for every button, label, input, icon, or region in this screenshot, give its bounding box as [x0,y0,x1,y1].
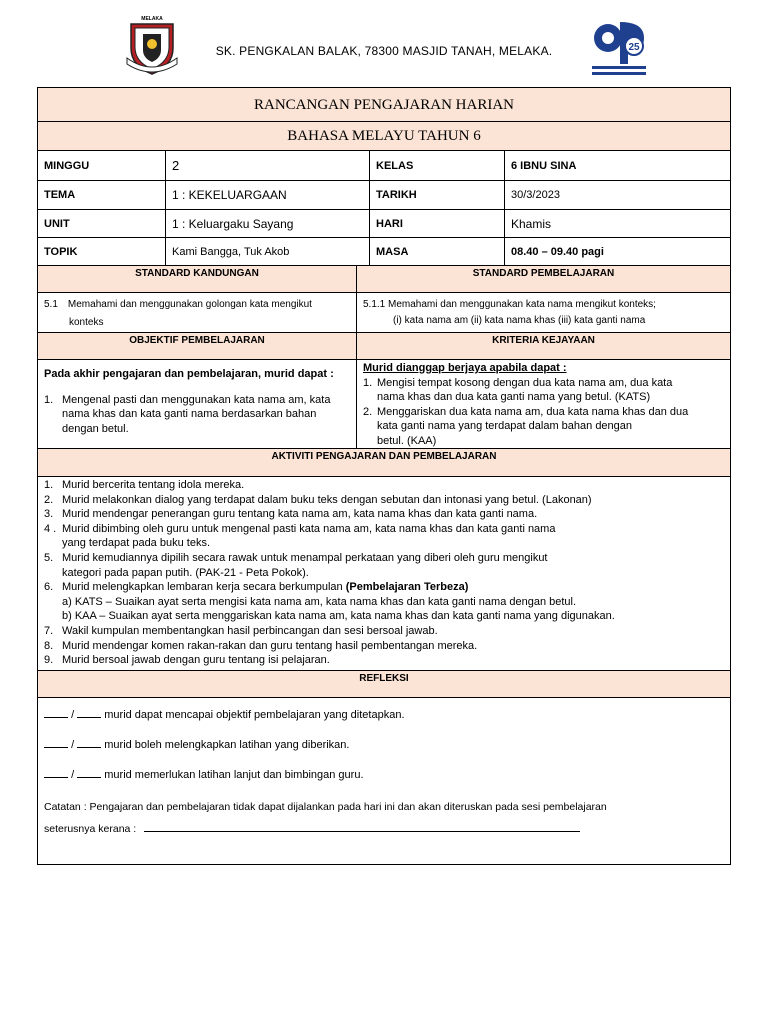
tarikh-label: TARIKH [370,181,505,209]
aktiviti-line-num: 4 . [44,522,57,535]
doc-title: RANCANGAN PENGAJARAN HARIAN [253,97,514,113]
refleksi-line-1-text: murid dapat mencapai objektif pembelajaran yang ditetapkan. [104,709,405,721]
tema-label: TEMA [38,181,166,209]
aktiviti-line-num: 9. [44,654,54,667]
objektif-item-line2: nama khas dan kata ganti nama berdasarkan bahan [62,408,317,421]
doc-subtitle: BAHASA MELAYU TAHUN 6 [287,128,481,144]
school-name: SK. PENGKALAN BALAK, 78300 MASJID TANAH, MELAKA. [215,44,553,58]
kriteria-item-2 [363,405,730,449]
blank-field[interactable] [77,767,101,778]
aktiviti-line-text: yang terdapat pada buku teks. [62,537,210,550]
kelas-value: 6 IBNU SINA [511,159,577,172]
info-row-tema [38,181,730,210]
kriteria-item-2-line2: kata ganti nama yang terdapat dalam bahan dengan [377,420,633,433]
differentiated-learning-label: (Pembelajaran Terbeza) [345,581,469,594]
aktiviti-line-text: a) KATS – Suaikan ayat serta mengisi kata nama am, kata nama khas dan kata ganti nama dengan betul. [62,595,577,608]
catatan-reason-field[interactable] [144,821,580,832]
kelas-label: KELAS [370,151,505,180]
aktiviti-line-num: 8. [44,639,54,652]
tarikh-value: 30/3/2023 [511,189,560,201]
blank-field[interactable] [44,767,68,778]
aktiviti-line [44,639,730,654]
pembelajaran-line1: 5.1.1 Memahami dan menggunakan kata nama mengikut konteks; [363,299,656,310]
objektif-item [44,393,356,437]
kriteria-item-2-num: 2. [363,405,373,418]
aktiviti-list [44,478,730,668]
aktiviti-line-text: Murid mendengar penerangan guru tentang kata nama am, kata nama khas dan kata ganti nama. [62,508,538,521]
kriteria-item-2-line1: Menggariskan dua kata nama am, dua kata nama khas dan dua [377,405,689,418]
objektif-head-row [38,333,730,360]
anniversary-logo [590,16,648,78]
blank-field[interactable] [77,737,101,748]
unit-value: 1 : Keluargaku Sayang [166,210,370,237]
catatan-line2: seterusnya kerana : [44,823,137,835]
standard-head-row [38,266,730,293]
kriteria-head: KRITERIA KEJAYAAN [492,335,595,346]
aktiviti-content-row [38,477,730,671]
aktiviti-line-num: 6. [44,581,54,594]
kriteria-cell [357,360,730,448]
standard-kandungan-cell [38,293,357,332]
refleksi-line-3 [44,767,730,796]
kriteria-intro: Murid dianggap berjaya apabila dapat : [363,362,567,374]
aktiviti-line-num: 3. [44,508,54,521]
hari-label: HARI [370,210,505,237]
refleksi-line-2-text: murid boleh melengkapkan latihan yang diberikan. [104,739,350,751]
topik-label: TOPIK [38,238,166,265]
aktiviti-line-text: Murid bercerita tentang idola mereka. [62,479,245,491]
lesson-plan-document [37,87,731,865]
kriteria-item-1-line1: Mengisi tempat kosong dengan dua kata nama am, dua kata [377,376,673,389]
catatan-line1: Catatan : Pengajaran dan pembelajaran tidak dapat dijalankan pada hari ini dan akan diteruskan pada sesi pembelajaran [44,801,607,813]
catatan-line2-wrap [44,818,730,840]
objektif-item-line1: Mengenal pasti dan menggunakan kata nama am, kata [62,393,331,406]
aktiviti-line-num: 2. [44,493,54,506]
aktiviti-line [44,551,730,566]
aktiviti-line-text: Murid kemudiannya dipilih secara rawak untuk menampal perkataan yang diberi oleh guru mengikut [62,551,548,564]
aktiviti-line [44,536,730,551]
standard-pembelajaran-cell [357,293,730,332]
aktiviti-line [44,478,730,493]
kriteria-item-1 [363,376,730,405]
aktiviti-line [44,595,730,610]
kriteria-item-2-line3: betul. (KAA) [377,434,437,447]
aktiviti-line-num: 1. [44,479,54,491]
logo-right-text: 25 [628,42,640,53]
aktiviti-line [44,609,730,624]
objektif-intro: Pada akhir pengajaran dan pembelajaran, murid dapat : [44,368,334,380]
refleksi-head: REFLEKSI [359,673,409,684]
kandungan-line2: konteks [69,317,104,328]
doc-title-row [38,88,730,122]
standard-kandungan-head: STANDARD KANDUNGAN [38,266,357,292]
topik-value: Kami Bangga, Tuk Akob [166,238,370,265]
minggu-label: MINGGU [38,151,166,180]
slash: / [71,769,75,781]
blank-field[interactable] [44,707,68,718]
unit-label: UNIT [38,210,166,237]
aktiviti-head: AKTIVITI PENGAJARAN DAN PEMBELAJARAN [271,451,497,462]
aktiviti-line [44,580,730,595]
info-row-topik [38,238,730,266]
aktiviti-head-row [38,449,730,477]
aktiviti-line [44,493,730,508]
standard-content-row [38,293,730,333]
objektif-item-line3: dengan betul. [62,422,129,435]
aktiviti-line-num: 7. [44,624,54,637]
aktiviti-line-num: 5. [44,551,54,564]
aktiviti-line-text: Murid mendengar komen rakan-rakan dan guru tentang hasil pembentangan mereka. [62,639,478,652]
kriteria-item-1-line2: nama khas dan dua kata ganti nama yang betul. (KATS) [377,391,651,404]
refleksi-head-row [38,671,730,698]
page-header [0,0,768,88]
aktiviti-line [44,507,730,522]
aktiviti-line [44,653,730,668]
slash: / [71,709,75,721]
blank-field[interactable] [77,707,101,718]
objektif-item-num: 1. [44,393,54,406]
standard-pembelajaran-head: STANDARD PEMBELAJARAN [472,268,615,279]
kandungan-line1: Memahami dan menggunakan golongan kata mengikut [67,299,312,310]
objektif-content-row [38,360,730,449]
aktiviti-line-text: Murid melakonkan dialog yang terdapat dalam buku teks dengan sebutan dan intonasi yang betul. (Lakonan) [62,493,592,506]
tema-value: 1 : KEKELUARGAAN [166,181,370,209]
info-row-minggu [38,151,730,181]
catatan [44,796,730,840]
logo-left-text: MELAKA [141,16,163,22]
aktiviti-line-text: Murid melengkapkan lembaran kerja secara berkumpulan [62,581,346,594]
doc-subtitle-row [38,122,730,151]
kriteria-item-1-num: 1. [363,376,373,389]
masa-value: 08.40 – 09.40 pagi [511,245,604,258]
masa-label: MASA [370,238,505,265]
refleksi-line-1 [44,707,730,737]
aktiviti-line-text: Murid bersoal jawab dengan guru tentang isi pelajaran. [62,654,330,667]
blank-field[interactable] [44,737,68,748]
aktiviti-line [44,522,730,537]
pembelajaran-line2: (i) kata nama am (ii) kata nama khas (iii) kata ganti nama [393,315,646,326]
refleksi-line-3-text: murid memerlukan latihan lanjut dan bimbingan guru. [104,769,364,781]
aktiviti-line-text: b) KAA – Suaikan ayat serta menggariskan kata nama am, kata nama khas dan kata ganti nama yang digunakan. [62,610,615,623]
kandungan-num: 5.1 [44,299,58,310]
minggu-value: 2 [166,151,370,180]
aktiviti-line-text: kategori pada papan putih. (PAK-21 - Peta Pokok). [62,566,309,579]
objektif-head: OBJEKTIF PEMBELAJARAN [38,333,357,359]
refleksi-line-2 [44,737,730,767]
info-row-unit [38,210,730,238]
aktiviti-line-text: Murid dibimbing oleh guru untuk mengenal pasti kata nama am, kata nama khas dan kata ganti nama [62,522,556,535]
aktiviti-line [44,624,730,639]
aktiviti-line [44,566,730,581]
refleksi-content-row [38,698,730,864]
aktiviti-line-text: Wakil kumpulan membentangkan hasil perbincangan dan sesi bersoal jawab. [62,624,438,637]
objektif-cell [38,360,357,448]
slash: / [71,739,75,751]
hari-value: Khamis [511,216,552,231]
